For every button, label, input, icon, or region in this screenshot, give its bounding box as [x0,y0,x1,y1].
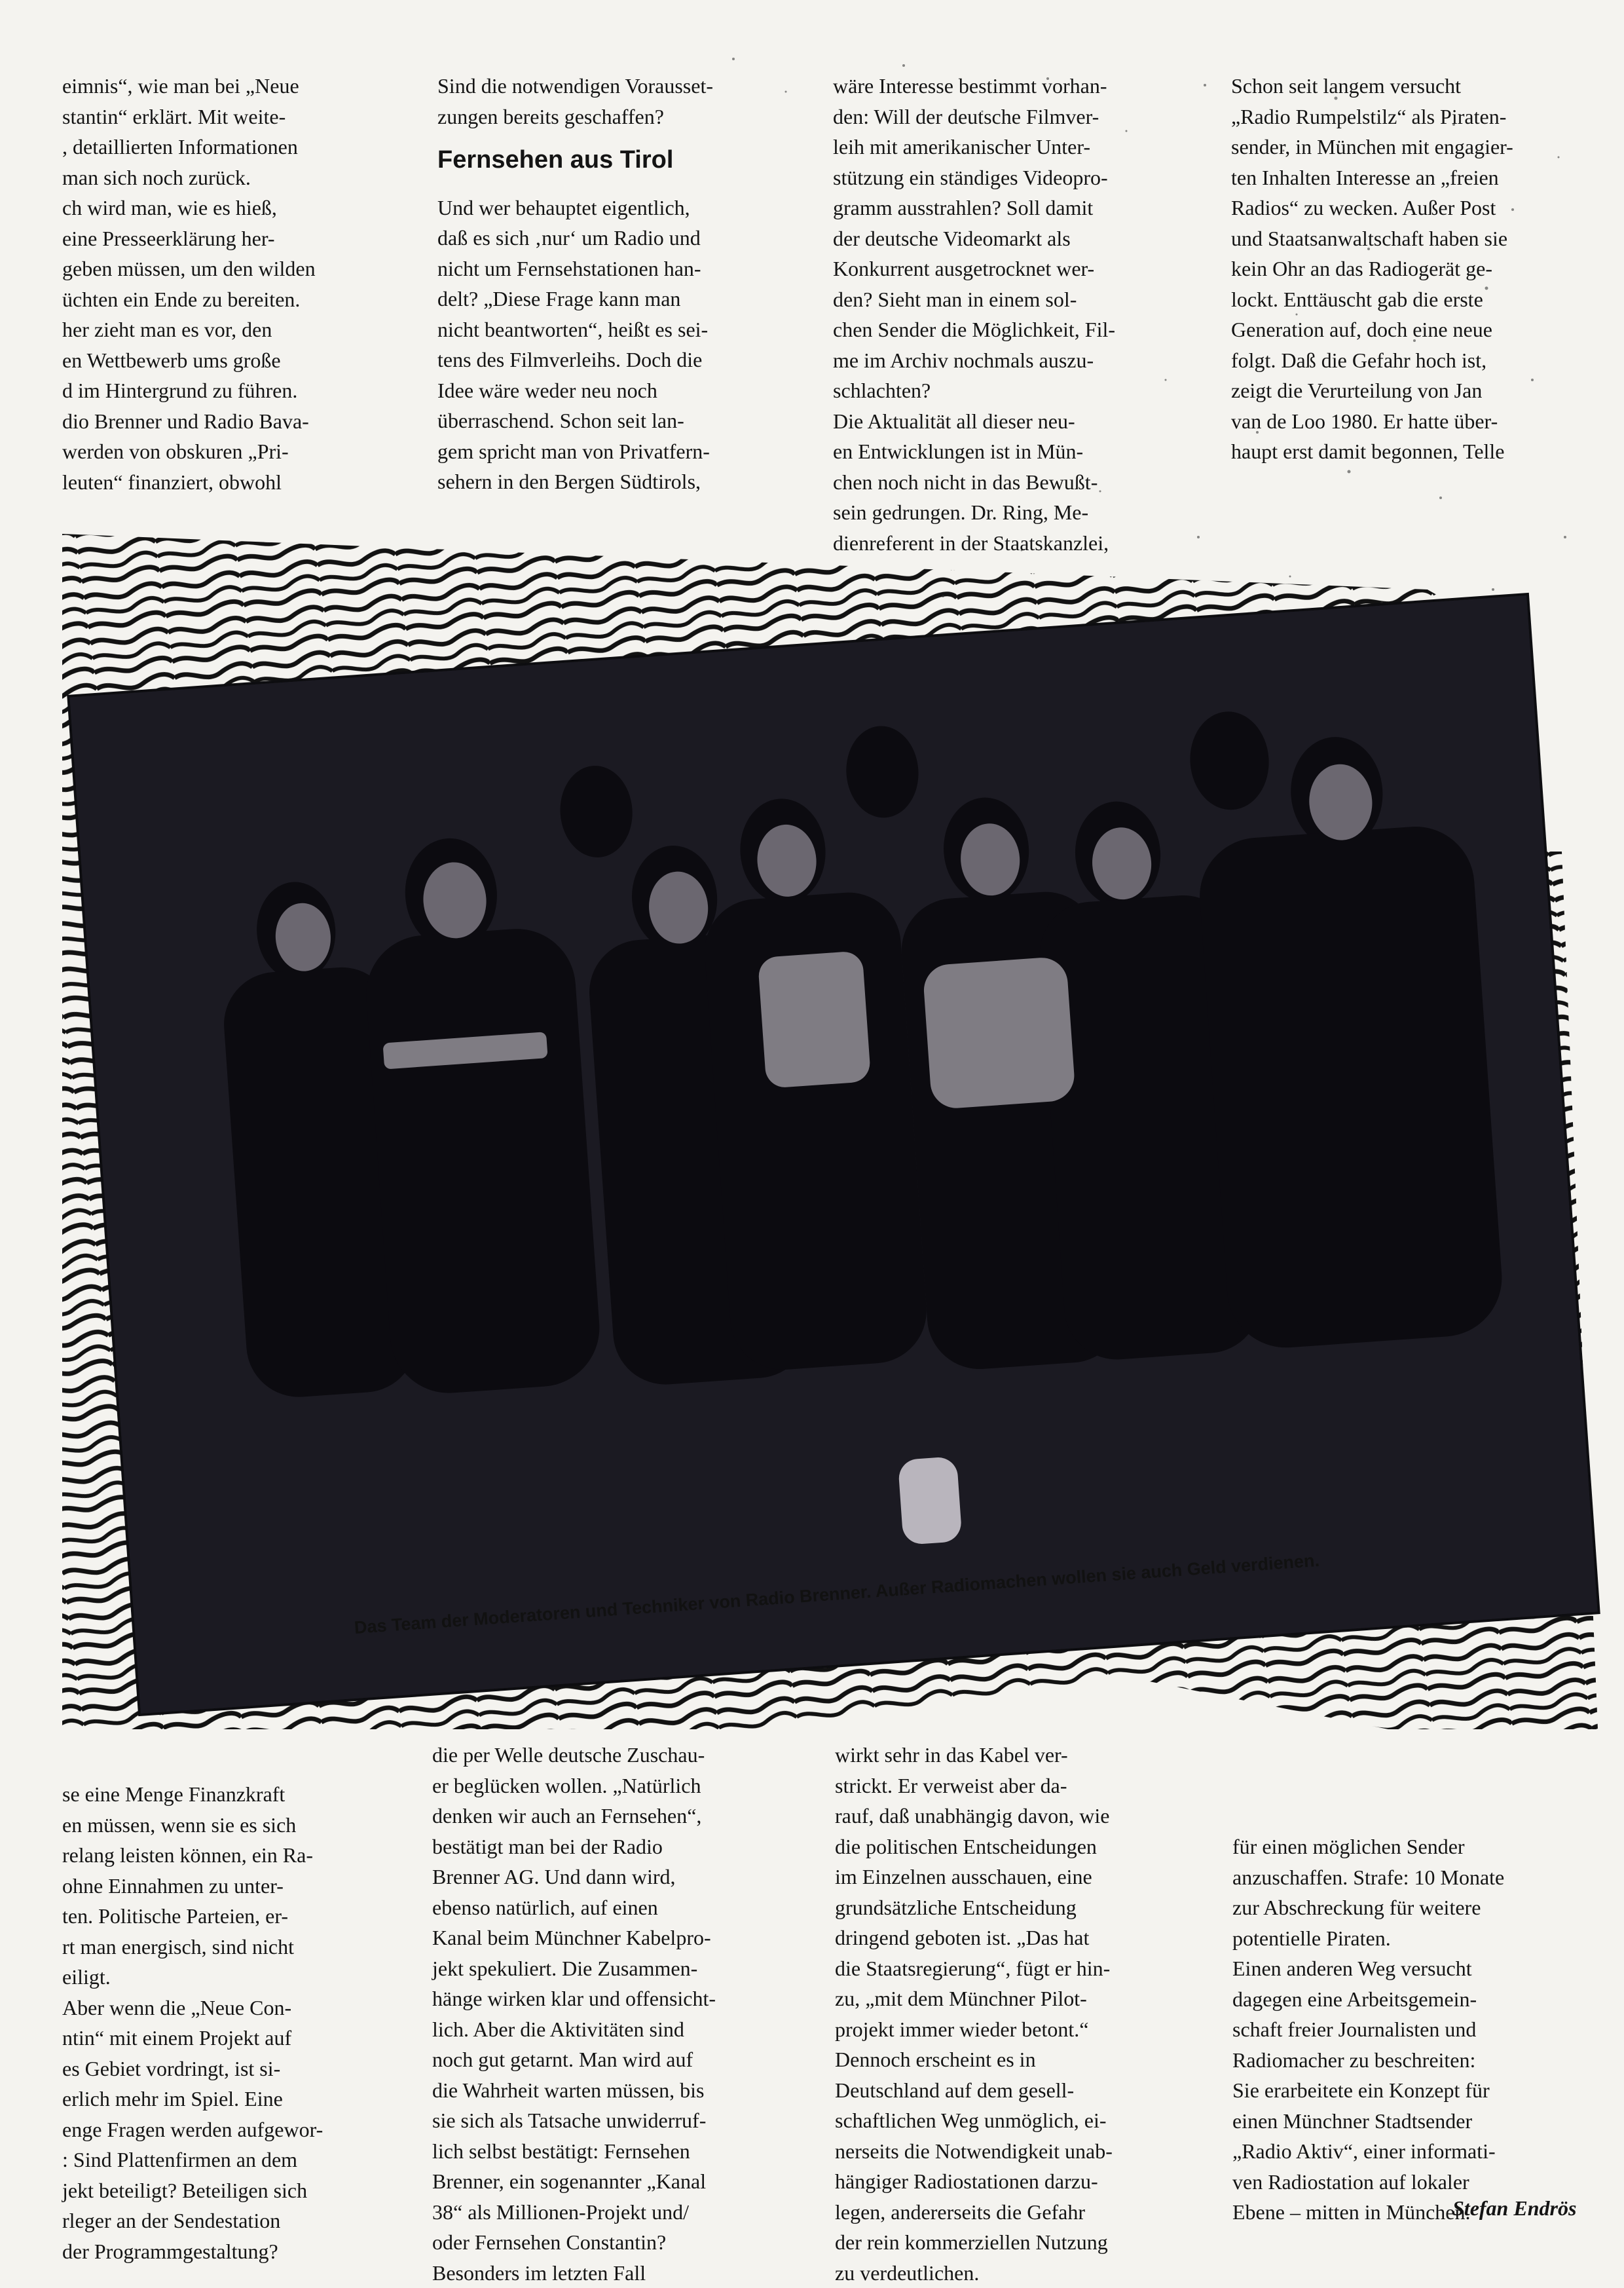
text-line: eimnis“, wie man bei „Neue [62,71,399,102]
text-line: lockt. Enttäuscht gab die erste [1231,284,1610,315]
text-line: oder Fernsehen Constantin? [432,2227,799,2258]
text-line: Radiomacher zu beschreiten: [1232,2045,1610,2076]
text-line: ntin“ mit einem Projekt auf [62,2023,390,2054]
text-line: Generation auf, doch eine neue [1231,314,1610,345]
text-line: schaft freier Journalisten und [1232,2014,1610,2045]
text-line: hängiger Radiostationen darzu- [835,2166,1202,2197]
top-column-2 [437,71,804,497]
text-line: für einen möglichen Sender [1232,1831,1610,1862]
text-line: rauf, daß unabhängig davon, wie [835,1801,1202,1831]
text-line: eine Presseerklärung her- [62,223,399,254]
text-line: dio Brenner und Radio Bava- [62,406,399,437]
text-line: chen noch nicht in das Bewußt- [833,467,1206,498]
text-line: ohne Einnahmen zu unter- [62,1871,390,1902]
text-line: dagegen eine Arbeitsgemein- [1232,1984,1610,2015]
text-line: die Staatsregierung“, fügt er hin- [835,1953,1202,1984]
text-line: en Entwicklungen ist in Mün- [833,436,1206,467]
photo-caption: Das Team der Moderatoren und Techniker von Radio Brenner. Außer Radiomachen wollen sie auch Geld verdienen. [354,1541,1452,1638]
text-line: ten Inhalten Interesse an „freien [1231,162,1610,193]
text-line: sender, in München mit engagier- [1231,132,1610,162]
text-line: rleger an der Sendestation [62,2205,390,2236]
text-line: denken wir auch an Fernsehen“, [432,1801,799,1831]
text-line: Dennoch erscheint es in [835,2044,1202,2075]
text-line: nicht um Fernsehstationen han- [437,253,804,284]
text-line: ven Radiostation auf lokaler [1232,2167,1610,2198]
text-line: dienreferent in der Staatskanzlei, [833,528,1206,559]
text-line: nerseits die Notwendigkeit unab- [835,2136,1202,2167]
text-line: überraschend. Schon seit lan- [437,405,804,436]
text-line: Besonders im letzten Fall [432,2258,799,2288]
top-column-4 [1231,71,1610,467]
text-line: die Wahrheit warten müssen, bis [432,2075,799,2106]
text-line: legen, andererseits die Gefahr [835,2197,1202,2228]
text-line: projekt immer wieder betont.“ [835,2014,1202,2045]
text-line: Schon seit langem versucht [1231,71,1610,102]
text-line: dringend geboten ist. „Das hat [835,1922,1202,1953]
text-line: jekt beteiligt? Beteiligen sich [62,2175,390,2206]
text-line: jekt spekuliert. Die Zusammen- [432,1953,799,1984]
text-line: stantin“ erklärt. Mit weite- [62,102,399,132]
text-line: kein Ohr an das Radiogerät ge- [1231,253,1610,284]
text-line: strickt. Er verweist aber da- [835,1771,1202,1801]
text-line: sehern in den Bergen Südtirols, [437,466,804,497]
group-photo [69,595,1597,1714]
text-line: schlachten? [833,375,1206,406]
text-line: der deutsche Videomarkt als [833,223,1206,254]
text-line: van de Loo 1980. Er hatte über- [1231,406,1610,437]
text-line: man sich noch zurück. [62,162,399,193]
author-byline: Stefan Endrös [1452,2196,1576,2221]
text-line: Kanal beim Münchner Kabelpro- [432,1922,799,1953]
text-line: Deutschland auf dem gesell- [835,2075,1202,2106]
text-line: folgt. Daß die Gefahr hoch ist, [1231,345,1610,376]
text-line: Sind die notwendigen Vorausset- [437,71,804,102]
text-line: der Programmgestaltung? [62,2236,390,2267]
text-line: sie sich als Tatsache unwiderruf- [432,2105,799,2136]
text-line: 38“ als Millionen-Projekt und/ [432,2197,799,2228]
top-column-1 [62,71,399,497]
text-line: bestätigt man bei der Radio [432,1831,799,1862]
text-line: „Radio Aktiv“, einer informati- [1232,2136,1610,2167]
text-line: Die Aktualität all dieser neu- [833,406,1206,437]
text-line: Brenner AG. Und dann wird, [432,1862,799,1892]
text-line: er beglücken wollen. „Natürlich [432,1771,799,1801]
text-line: den? Sieht man in einem sol- [833,284,1206,315]
text-line: : Sind Plattenfirmen an dem [62,2145,390,2175]
text-line: en müssen, wenn sie es sich [62,1810,390,1841]
text-line: anzuschaffen. Strafe: 10 Monate [1232,1862,1610,1893]
text-line: lich. Aber die Aktivitäten sind [432,2014,799,2045]
text-line: schaftlichen Weg unmöglich, ei- [835,2105,1202,2136]
text-line: en Wettbewerb ums große [62,345,399,376]
text-line: chen Sender die Möglichkeit, Fil- [833,314,1206,345]
text-line: her zieht man es vor, den [62,314,399,345]
text-line: leih mit amerikanischer Unter- [833,132,1206,162]
text-line: gramm ausstrahlen? Soll damit [833,193,1206,223]
bottom-column-2 [432,1740,799,2288]
text-line: die per Welle deutsche Zuschau- [432,1740,799,1771]
text-line: ebenso natürlich, auf einen [432,1892,799,1923]
text-line: zu, „mit dem Münchner Pilot- [835,1983,1202,2014]
text-line: Sie erarbeitete ein Konzept für [1232,2075,1610,2106]
text-line: d im Hintergrund zu führen. [62,375,399,406]
text-line: Ebene – mitten in München. [1232,2197,1610,2228]
group-photo-people-silhouettes [69,595,1597,1714]
text-line: relang leisten können, ein Ra- [62,1840,390,1871]
text-line: einen Münchner Stadtsender [1232,2106,1610,2137]
text-line: wirkt sehr in das Kabel ver- [835,1740,1202,1771]
text-line: geben müssen, um den wilden [62,253,399,284]
text-line: erlich mehr im Spiel. Eine [62,2084,390,2114]
text-line: , detaillierten Informationen [62,132,399,162]
text-line: „Radio Rumpelstilz“ als Piraten- [1231,102,1610,132]
bottom-column-4 [1232,1831,1610,2228]
text-line: tens des Filmverleihs. Doch die [437,345,804,375]
text-line: haupt erst damit begonnen, Telle [1231,436,1610,467]
bottom-column-3 [835,1740,1202,2288]
text-line: delt? „Diese Frage kann man [437,284,804,314]
text-line: Und wer behauptet eigentlich, [437,193,804,223]
text-line: üchten ein Ende zu bereiten. [62,284,399,315]
text-line: potentielle Piraten. [1232,1923,1610,1954]
text-line: daß es sich ‚nur‘ um Radio und [437,223,804,253]
text-line: se eine Menge Finanzkraft [62,1779,390,1810]
text-line: nicht beantworten“, heißt es sei- [437,314,804,345]
text-line: eiligt. [62,1962,390,1993]
text-line: Brenner, ein sogenannter „Kanal [432,2166,799,2197]
text-line: Einen anderen Weg versucht [1232,1953,1610,1984]
bottom-column-1 [62,1779,390,2266]
text-line: me im Archiv nochmals auszu- [833,345,1206,376]
text-line: zungen bereits geschaffen? [437,102,804,132]
text-line: es Gebiet vordringt, ist si- [62,2054,390,2084]
text-line: noch gut getarnt. Man wird auf [432,2044,799,2075]
text-line: ch wird man, wie es hieß, [62,193,399,223]
text-line: rt man energisch, sind nicht [62,1932,390,1962]
text-line: zur Abschreckung für weitere [1232,1892,1610,1923]
text-line: Radios“ zu wecken. Außer Post [1231,193,1610,223]
subheading-fernsehen-aus-tirol: Fernsehen aus Tirol [437,145,804,176]
text-line: werden von obskuren „Pri- [62,436,399,467]
text-line: leuten“ finanziert, obwohl [62,467,399,498]
text-line: Idee wäre weder neu noch [437,375,804,406]
text-line: enge Fragen werden aufgewor- [62,2114,390,2145]
text-line: grundsätzliche Entscheidung [835,1892,1202,1923]
top-column-3 [833,71,1206,558]
text-line: sein gedrungen. Dr. Ring, Me- [833,497,1206,528]
text-line: hänge wirken klar und offensicht- [432,1983,799,2014]
text-line: und Staatsanwaltschaft haben sie [1231,223,1610,254]
text-line: wäre Interesse bestimmt vorhan- [833,71,1206,102]
text-line: den: Will der deutsche Filmver- [833,102,1206,132]
text-line: zeigt die Verurteilung von Jan [1231,375,1610,406]
text-line: die politischen Entscheidungen [835,1831,1202,1862]
text-line: im Einzelnen ausschauen, eine [835,1862,1202,1892]
text-line: der rein kommerziellen Nutzung [835,2227,1202,2258]
text-line: lich selbst bestätigt: Fernsehen [432,2136,799,2167]
text-line: zu verdeutlichen. [835,2258,1202,2288]
text-line: Aber wenn die „Neue Con- [62,1993,390,2023]
text-line: Konkurrent ausgetrocknet wer- [833,253,1206,284]
text-line: ten. Politische Parteien, er- [62,1901,390,1932]
text-line: gem spricht man von Privatfern- [437,436,804,467]
text-line: stützung ein ständiges Videopro- [833,162,1206,193]
